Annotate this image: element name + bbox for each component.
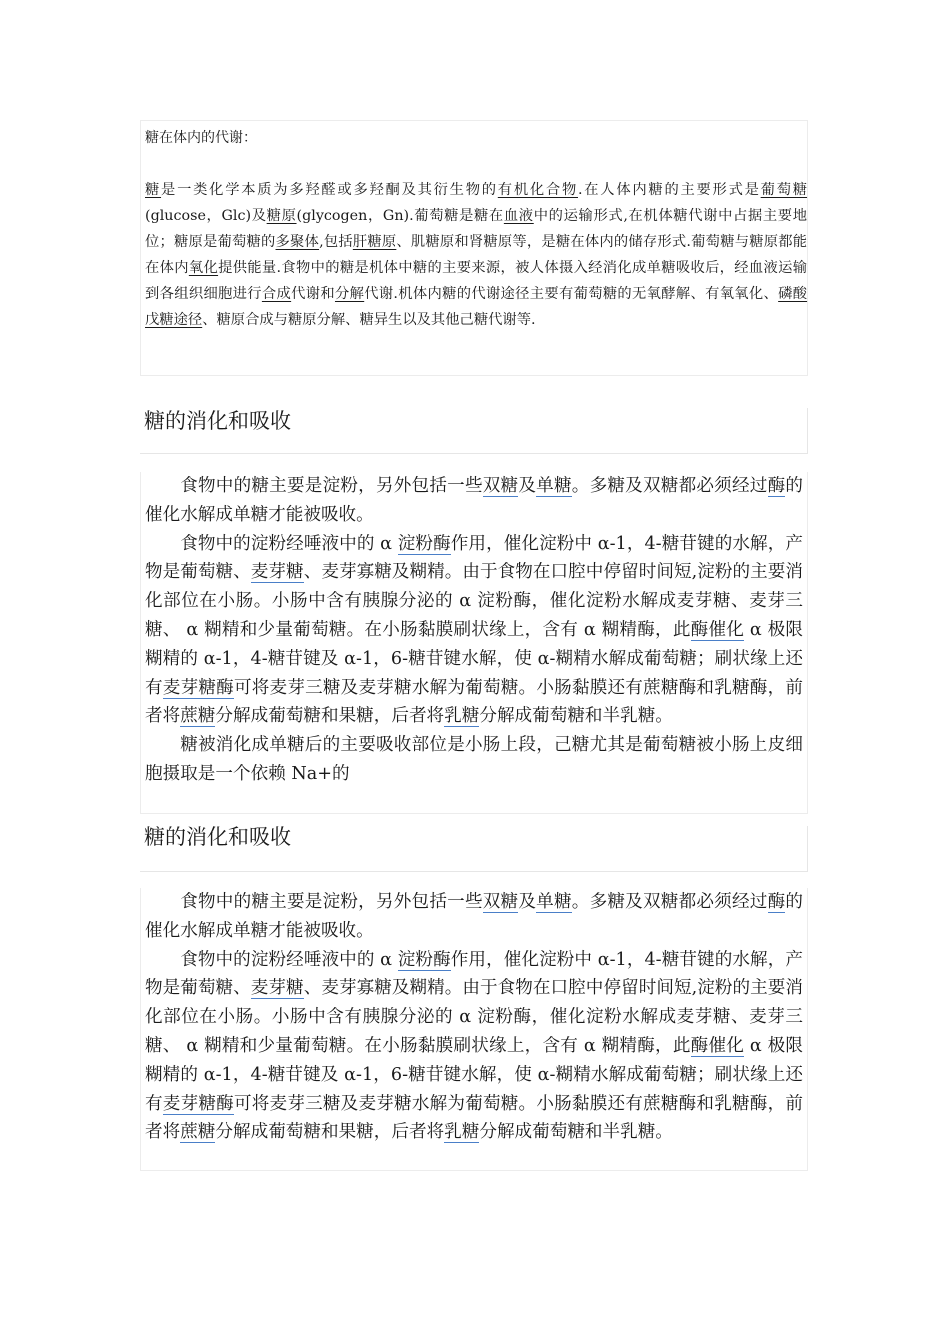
intro-paragraph	[145, 177, 807, 333]
keyword-link[interactable]: 双糖	[482, 892, 519, 912]
term-link[interactable]: 合成	[261, 286, 292, 302]
text-run: 提供能量.食物中的糖是机体中糖的主要来源，被人体摄入经消化成单糖吸收后，经血液运输到各组织细胞进行	[145, 260, 808, 302]
text-run: 作用，催化淀粉中 α-1，4-糖苷键的水解，产物是葡萄糖、	[145, 533, 803, 583]
text-run: (glucose，Glc)及	[145, 208, 267, 224]
text-run: 糖被消化成单糖后的主要吸收部位是小肠上段，己糖尤其是葡萄糖被小肠上皮细胞摄取是一个依赖 Na+的	[145, 735, 803, 784]
text-run: .在人体内糖的主要形式是	[577, 182, 761, 198]
section2-body	[140, 888, 808, 1171]
body-paragraph	[145, 530, 803, 732]
text-run: (glycogen，Gn).葡萄糖是糖在	[296, 208, 504, 224]
section2-heading: 糖的消化和吸收	[144, 825, 291, 849]
intro-title: 糖在体内的代谢：	[145, 130, 257, 146]
intro-box	[140, 120, 808, 376]
keyword-link[interactable]: 麦芽糖	[250, 562, 304, 583]
keyword-link[interactable]: 单糖	[536, 476, 572, 496]
text-run: 食物中的糖主要是淀粉，另外包括一些	[180, 476, 483, 496]
text-run: 分解成葡萄糖和果糖，后者将	[215, 706, 445, 727]
term-link[interactable]: 多聚体	[275, 234, 320, 250]
text-run: 可将麦芽三糖及麦芽糖水解为葡萄糖。小肠黏膜还有蔗糖酶和乳糖酶，前者将	[145, 1093, 803, 1143]
keyword-link[interactable]: 蔗糖	[180, 1122, 216, 1143]
body-paragraph	[145, 888, 803, 946]
term-link[interactable]: 磷酸戊糖途径	[145, 286, 808, 328]
keyword-link[interactable]: 淀粉酶	[397, 949, 451, 970]
text-run: α 极限糊精的 α-1，4-糖苷键及 α-1，6-糖苷键水解，使 α-糊精水解成葡萄糖；刷状缘上还有	[145, 619, 803, 698]
section1-heading: 糖的消化和吸收	[144, 409, 291, 433]
keyword-link[interactable]: 双糖	[482, 476, 519, 496]
text-run: 食物中的淀粉经唾液中的 α	[180, 949, 398, 970]
text-run: α 极限糊精的 α-1，4-糖苷键及 α-1，6-糖苷键水解，使 α-糊精水解成葡萄糖；刷状缘上还有	[145, 1035, 803, 1114]
text-run: 、麦芽寡糖及糊精。由于食物在口腔中停留时间短,淀粉的主要消化部位在小肠。小肠中含有胰腺分泌的 α 淀粉酶，催化淀粉水解成麦芽糖、麦芽三糖、 α 糊精和少量葡萄糖。在小肠黏膜刷状缘上，含有 α 糊精酶，此	[145, 978, 803, 1056]
keyword-link[interactable]: 蔗糖	[180, 706, 216, 727]
keyword-link[interactable]: 酶	[767, 892, 786, 912]
keyword-link[interactable]: 麦芽糖	[250, 978, 304, 999]
text-run: 分解成葡萄糖和半乳糖。	[479, 1122, 673, 1143]
term-link[interactable]: 肝糖原	[352, 234, 397, 250]
keyword-link[interactable]: 酶	[767, 476, 786, 496]
term-link[interactable]: 糖原	[266, 208, 297, 224]
term-link[interactable]: 分解	[334, 286, 365, 302]
body-paragraph	[145, 946, 803, 1148]
text-run: 代谢和	[291, 286, 335, 302]
text-run: 的催化水解成单糖才能被吸收。	[145, 476, 803, 525]
term-link[interactable]: 有机化合物	[497, 182, 578, 198]
text-run: 分解成葡萄糖和半乳糖。	[479, 706, 673, 727]
term-link[interactable]: 葡萄糖	[760, 182, 808, 198]
text-run: 、肌糖原和肾糖原等，是糖在体内的储存形式.葡萄糖与糖原都能在体内	[145, 234, 808, 276]
text-run: 。多糖及双糖都必须经过	[571, 892, 768, 912]
keyword-link[interactable]: 麦芽糖酶	[162, 1093, 234, 1114]
keyword-link[interactable]: 酶催化	[690, 619, 745, 640]
text-run: 作用，催化淀粉中 α-1，4-糖苷键的水解，产物是葡萄糖、	[145, 949, 803, 999]
keyword-link[interactable]: 乳糖	[444, 1122, 480, 1143]
term-link[interactable]: 糖	[145, 182, 162, 198]
text-run: 、糖原合成与糖原分解、糖异生以及其他己糖代谢等.	[202, 312, 536, 328]
body-paragraph	[145, 472, 803, 530]
text-run: 可将麦芽三糖及麦芽糖水解为葡萄糖。小肠黏膜还有蔗糖酶和乳糖酶，前者将	[145, 677, 803, 727]
text-run: 中的运输形式,在机体糖代谢中占据主要地位；糖原是葡萄糖的	[145, 208, 808, 250]
keyword-link[interactable]: 淀粉酶	[397, 533, 451, 554]
keyword-link[interactable]: 酶催化	[690, 1035, 745, 1056]
body-paragraph	[145, 731, 803, 789]
text-run: 及	[518, 476, 537, 496]
keyword-link[interactable]: 麦芽糖酶	[162, 677, 234, 698]
text-run: 食物中的淀粉经唾液中的 α	[180, 533, 398, 554]
text-run: 及	[518, 892, 537, 912]
text-run: 代谢.机体内糖的代谢途径主要有葡萄糖的无氧酵解、有氧氧化、	[364, 286, 779, 302]
term-link[interactable]: 血液	[503, 208, 534, 224]
text-run: ,包括	[319, 234, 353, 250]
text-run: 分解成葡萄糖和果糖，后者将	[215, 1122, 445, 1143]
term-link[interactable]: 氧化	[188, 260, 219, 276]
text-run: 食物中的糖主要是淀粉，另外包括一些	[180, 892, 483, 912]
section1-body	[140, 472, 808, 814]
keyword-link[interactable]: 单糖	[536, 892, 572, 912]
text-run: 、麦芽寡糖及糊精。由于食物在口腔中停留时间短,淀粉的主要消化部位在小肠。小肠中含有胰腺分泌的 α 淀粉酶，催化淀粉水解成麦芽糖、麦芽三糖、 α 糊精和少量葡萄糖。在小肠黏膜刷状缘上，含有 α 糊精酶，此	[145, 562, 803, 640]
keyword-link[interactable]: 乳糖	[444, 706, 480, 727]
text-run: 是一类化学本质为多羟醛或多羟酮及其衍生物的	[161, 182, 498, 198]
text-run: 。多糖及双糖都必须经过	[571, 476, 768, 496]
text-run: 的催化水解成单糖才能被吸收。	[145, 892, 803, 941]
